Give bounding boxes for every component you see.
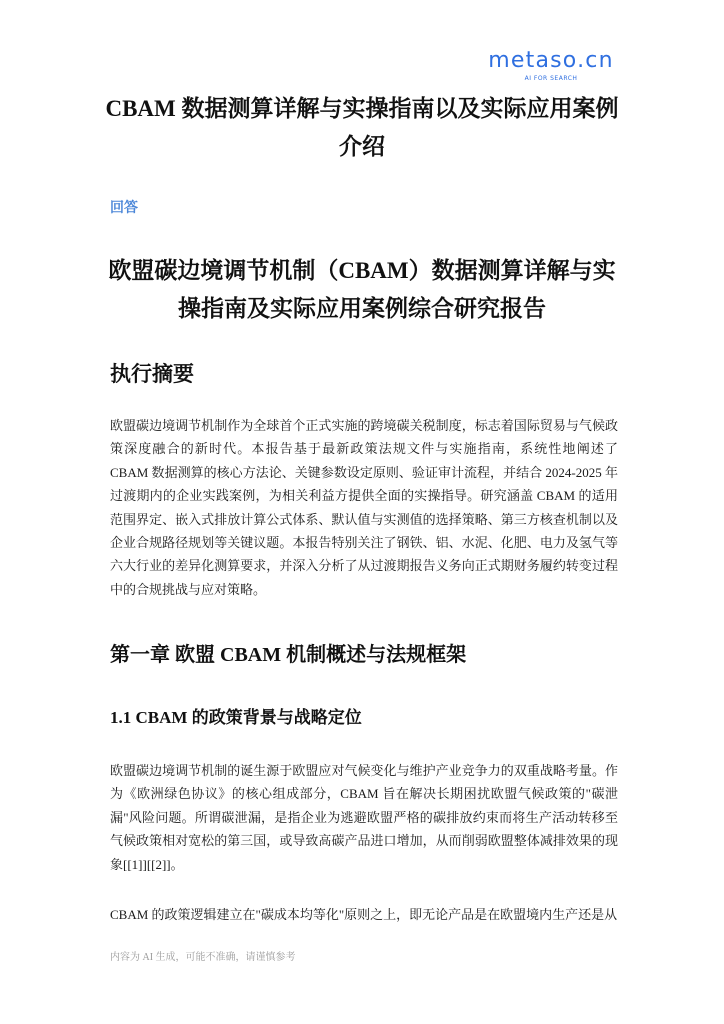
- body-paragraph: CBAM 的政策逻辑建立在"碳成本均等化"原则之上，即无论产品是在欧盟境内生产还是从: [110, 907, 618, 922]
- metaso-logo: [484, 50, 618, 82]
- answer-label: 回答: [110, 200, 138, 216]
- logo-wordmark: metaso.cn: [488, 48, 614, 73]
- executive-summary-paragraph: 欧盟碳边境调节机制作为全球首个正式实施的跨境碳关税制度，标志着国际贸易与气候政策深度融合的新时代。本报告基于最新政策法规文件与实施指南，系统性地阐述了 CBAM 数据测算的核心方法论、关键参数设定原则、验证审计流程，并结合 2024-2025 年过渡期内的企业实践案例，为相关利益方提供全面的实操指导。研究涵盖 CBAM 的适用范围界定、嵌入式排放计算公式体系、默认值与实测值的选择策略、第三方核查机制以及企业合规路径规划等关键议题。本报告特别关注了钢铁、铝、水泥、化肥、电力及氢气等六大行业的差异化测算要求，并深入分析了从过渡期报告义务向正式期财务履约转变过程中的合规挑战与应对策略。: [110, 418, 618, 597]
- subsection-heading: 1.1 CBAM 的政策背景与战略定位: [110, 708, 362, 727]
- ai-disclaimer: 内容为 AI 生成，可能不准确，请谨慎参考: [110, 952, 296, 963]
- report-title: 欧盟碳边境调节机制（CBAM）数据测算详解与实操指南及实际应用案例综合研究报告: [108, 258, 616, 321]
- document-title: CBAM 数据测算详解与实操指南以及实际应用案例介绍: [105, 96, 619, 159]
- body-paragraph: 欧盟碳边境调节机制的诞生源于欧盟应对气候变化与维护产业竞争力的双重战略考量。作为《欧洲绿色协议》的核心组成部分，CBAM 旨在解决长期困扰欧盟气候政策的"碳泄漏"风险问题。所谓碳泄漏，是指企业为逃避欧盟严格的碳排放约束而将生产活动转移至气候政策相对宽松的第三国，或导致高碳产品进口增加，从而削弱欧盟整体减排效果的现象[[1]][[2]]。: [110, 763, 618, 872]
- chapter-heading: 第一章 欧盟 CBAM 机制概述与法规框架: [110, 644, 467, 666]
- logo-tagline: AI FOR SEARCH: [524, 75, 578, 82]
- section-heading-executive-summary: 执行摘要: [110, 362, 194, 386]
